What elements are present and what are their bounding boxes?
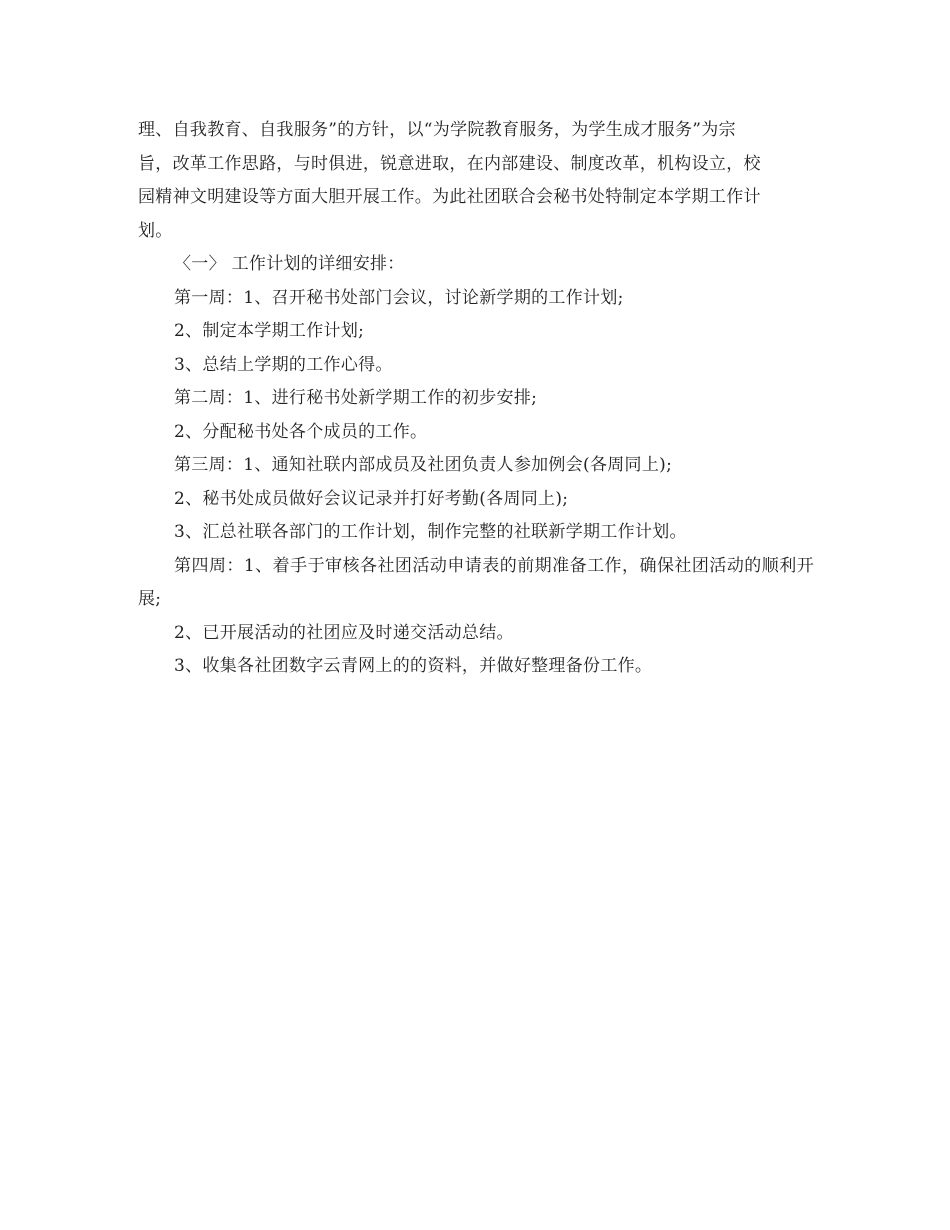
- section-heading: 〈一〉 工作计划的详细安排：: [174, 254, 405, 274]
- intro-paragraph: [138, 114, 814, 248]
- week2-item2: 2、分配秘书处各个成员的工作。: [174, 421, 428, 442]
- week1-item3: 3、总结上学期的工作心得。: [174, 354, 393, 375]
- week1-item2: 2、制定本学期工作计划;: [174, 321, 365, 341]
- week3-item1: 第三周：1、通知社联内部成员及社团负责人参加例会(各周同上);: [174, 455, 673, 475]
- intro-line: 划。: [138, 220, 173, 241]
- intro-line: 旨，改革工作思路，与时俱进，锐意进取，在内部建设、制度改革，机构设立，校: [138, 153, 761, 174]
- intro-line: 理、自我教育、自我服务”的方针，以“为学院教育服务，为学生成才服务”为宗: [138, 120, 736, 140]
- week1-item1: 第一周：1、召开秘书处部门会议，讨论新学期的工作计划;: [174, 287, 624, 308]
- week3-item2: 2、秘书处成员做好会议记录并打好考勤(各周同上);: [174, 488, 569, 509]
- document-body: [138, 114, 814, 684]
- week4-item3: 3、收集各社团数字云青网上的的资料，并做好整理备份工作。: [174, 656, 653, 676]
- week4-item2: 2、已开展活动的社团应及时递交活动总结。: [174, 622, 514, 643]
- week2-item1: 第二周：1、进行秘书处新学期工作的初步安排;: [174, 388, 538, 408]
- intro-line: 园精神文明建设等方面大胆开展工作。为此社团联合会秘书处特制定本学期工作计: [138, 187, 761, 207]
- week3-item3: 3、汇总社联各部门的工作计划，制作完整的社联新学期工作计划。: [174, 522, 687, 542]
- week4-item1: 第四周：1、着手于审核各社团活动申请表的前期准备工作，确保社团活动的顺利开展;: [138, 555, 814, 609]
